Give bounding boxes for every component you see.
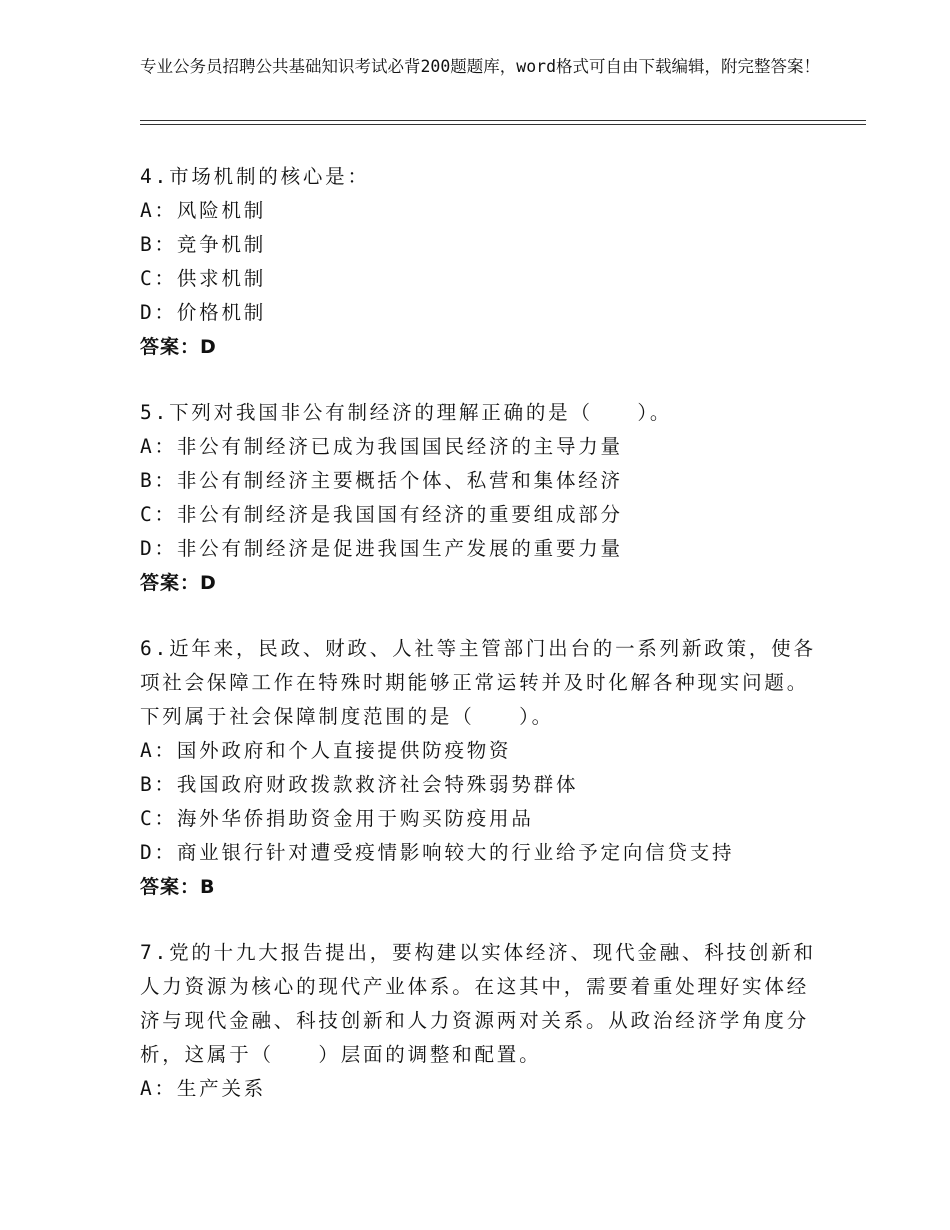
question-6 <box>140 632 820 904</box>
question-text: 5.下列对我国非公有制经济的理解正确的是（ ）。 <box>140 401 673 424</box>
answer: 答案：B <box>140 876 216 898</box>
option-d: D：商业银行针对遭受疫情影响较大的行业给予定向信贷支持 <box>140 841 735 864</box>
option-b: B：非公有制经济主要概括个体、私营和集体经济 <box>140 469 623 492</box>
option-a: A：生产关系 <box>140 1077 267 1100</box>
option-b: B：我国政府财政拨款救济社会特殊弱势群体 <box>140 773 579 796</box>
question-text: 7.党的十九大报告提出，要构建以实体经济、现代金融、科技创新和人力资源为核心的现代产业体系。在这其中，需要着重处理好实体经济与现代金融、科技创新和人力资源两对关系。从政治经济学角度分析，这属于（ ）层面的调整和配置。 <box>140 941 816 1066</box>
option-c: C：海外华侨捐助资金用于购买防疫用品 <box>140 807 534 830</box>
question-4 <box>140 160 820 364</box>
header-divider-top <box>140 120 866 121</box>
option-c: C：供求机制 <box>140 267 267 290</box>
option-a: A：风险机制 <box>140 199 267 222</box>
header-divider-bottom <box>140 124 866 125</box>
option-d: D：非公有制经济是促进我国生产发展的重要力量 <box>140 537 623 560</box>
option-c: C：非公有制经济是我国国有经济的重要组成部分 <box>140 503 623 526</box>
option-a: A：国外政府和个人直接提供防疫物资 <box>140 739 512 762</box>
question-text: 4.市场机制的核心是： <box>140 165 370 188</box>
option-b: B：竞争机制 <box>140 233 267 256</box>
option-d: D：价格机制 <box>140 301 267 324</box>
question-text: 6.近年来，民政、财政、人社等主管部门出台的一系列新政策，使各项社会保障工作在特殊时期能够正常运转并及时化解各种现实问题。下列属于社会保障制度范围的是（ ）。 <box>140 637 816 728</box>
question-7 <box>140 936 820 1106</box>
document-header: 专业公务员招聘公共基础知识考试必背200题题库，word格式可自由下载编辑，附完整答案！ <box>140 57 821 76</box>
option-a: A：非公有制经济已成为我国国民经济的主导力量 <box>140 435 623 458</box>
answer: 答案：D <box>140 336 217 358</box>
answer: 答案：D <box>140 572 217 594</box>
question-list <box>140 160 820 1138</box>
question-5 <box>140 396 820 600</box>
